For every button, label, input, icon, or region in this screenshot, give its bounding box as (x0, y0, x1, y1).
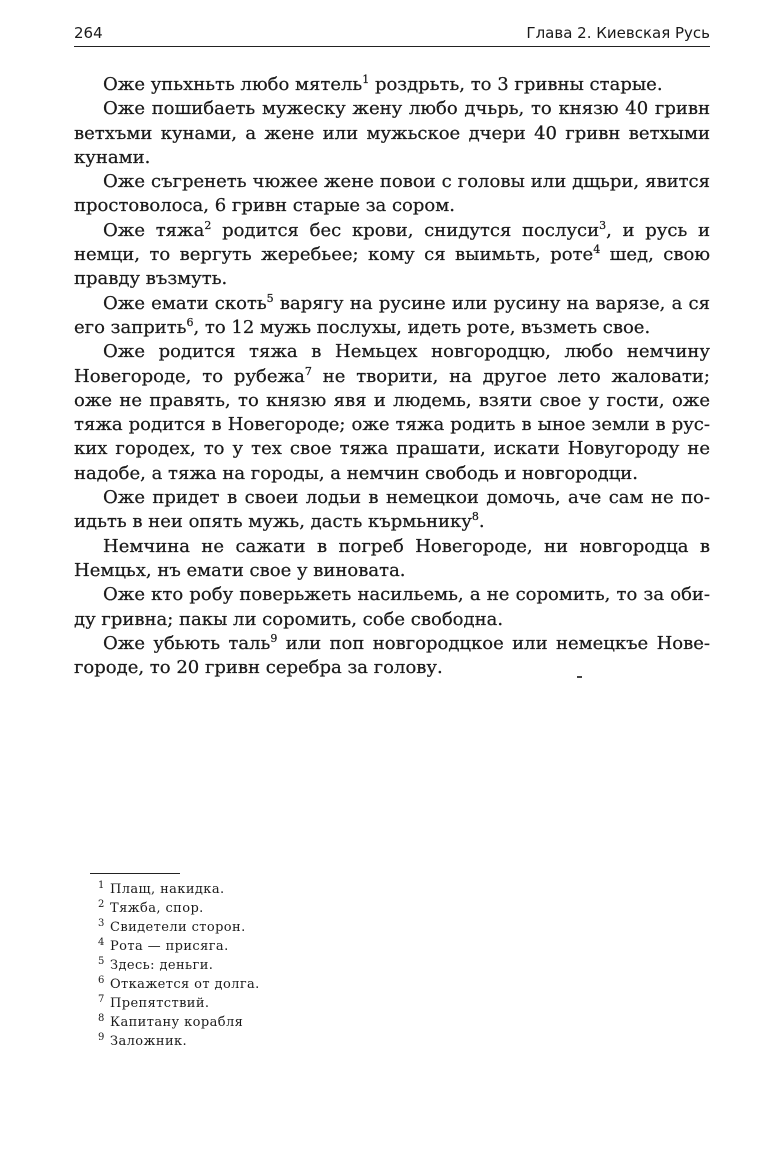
footnote-text: Препятствий. (110, 996, 210, 1011)
paragraph (74, 632, 710, 681)
footnote-text: Рота — присяга. (110, 939, 229, 954)
body-text (74, 73, 710, 680)
text-run: Оже упьхньть любо мятель (103, 74, 363, 95)
text-run: роздрьть, то 3 гривны старые. (369, 74, 663, 95)
footnote: 8 Капитану корабля (98, 1013, 244, 1030)
paragraph (74, 292, 710, 341)
footnote-ref: 3 (599, 218, 607, 232)
footnote-ref: 5 (266, 291, 274, 305)
paragraph (74, 73, 710, 97)
text-run: или поп новгородцкое или немецкъе Новегороде, то 20 гривн серебра за голову. (74, 632, 710, 679)
paragraph (74, 583, 710, 632)
footnote-text: Здесь: деньги. (110, 958, 214, 973)
footnote-text: Капитану корабля (110, 1015, 244, 1030)
paragraph (74, 486, 710, 535)
text-run: Оже родится тяжа в Немьцех новгородцю, любо немчину Новегороде, то рубежа (74, 341, 710, 387)
footnote-text: Плащ, накидка. (110, 882, 225, 897)
text-run: , и русь и немци, то вергуть жеребьее; кому ся выимьть, роте (74, 219, 711, 266)
page-number: 264 (74, 24, 103, 42)
footnote: 7 Препятствий. (98, 994, 210, 1011)
text-run: , то 12 мужь послухы, идеть роте, възметь свое. (193, 316, 651, 338)
paragraph (74, 340, 710, 486)
text-run: шед, свою правду възмуть. (74, 244, 710, 290)
running-header (74, 22, 710, 47)
text-run: Оже съгренеть чюжее жене повои с головы или дщьри, явится простоволоса, 6 гривн старые за сором. (74, 171, 710, 217)
paragraph (74, 170, 710, 219)
footnote: 1 Плащ, накидка. (98, 880, 225, 897)
footnotes (98, 880, 498, 1051)
footnote: 6 Откажется от долга. (98, 975, 260, 992)
footnote-ref: 2 (204, 218, 212, 232)
text-run: Оже придет в своеи лодьи в немецкои домочь, аче сам не поидьть в неи опять мужь, дасть кърмьнику (74, 487, 710, 533)
footnote-ref: 7 (304, 364, 312, 378)
footnote-ref: 4 (593, 243, 601, 257)
chapter-title: Глава 2. Киевская Русь (526, 24, 710, 42)
footnote: 3 Свидетели сторон. (98, 918, 246, 935)
text-run: Оже емати скоть (103, 292, 267, 314)
footnote-ref: 6 (186, 315, 194, 329)
footnote: 5 Здесь: деньги. (98, 956, 214, 973)
text-run: не творити, на другое лето жаловати; оже не правять, то князю явя и людемь, взяти свое у гости, оже тяжа родится в Новегороде; оже тяжа родить в ыное земли в руских городех, то у тех свое тяжа прашати, искати Новугороду не надобе, а тяжа на городы, а немчин свободь и новгородци. (74, 365, 710, 484)
footnote: 9 Заложник. (98, 1032, 188, 1049)
footnote-text: Заложник. (110, 1034, 188, 1049)
footnote-rule (90, 873, 180, 874)
paragraph (74, 219, 710, 292)
paragraph (74, 535, 710, 584)
text-run: Немчина не сажати в погреб Новегороде, ни новгородца в Немцьх, нъ емати свое у виновата. (74, 535, 710, 581)
print-speck (577, 676, 582, 678)
text-run: Оже убьють таль (103, 632, 271, 654)
footnote: 4 Рота — присяга. (98, 937, 229, 954)
text-run: Оже тяжа (103, 219, 205, 241)
footnote-ref: 9 (270, 631, 278, 645)
text-run: варягу на русине или русину на варязе, а ся его заприть (74, 292, 710, 338)
text-run: Оже кто робу поверьжеть насильемь, а не соромить, то за обиду гривна; пакы ли соромить, собе свободна. (74, 584, 710, 630)
paragraph (74, 97, 710, 170)
footnote-ref: 8 (471, 510, 479, 524)
text-run: Оже пошибаеть мужеску жену любо дчьрь, то князю 40 гривн ветхъми кунами, а жене или мужьское дчери 40 гривн ветхыми кунами. (74, 98, 710, 168)
footnote-text: Тяжба, спор. (110, 901, 204, 916)
text-run: родится бес крови, снидутся послуси (211, 219, 600, 241)
footnote-text: Откажется от долга. (110, 977, 260, 992)
footnote-text: Свидетели сторон. (110, 920, 246, 935)
text-run: . (478, 511, 485, 533)
footnote: 2 Тяжба, спор. (98, 899, 204, 916)
footnote-ref: 1 (362, 73, 370, 86)
